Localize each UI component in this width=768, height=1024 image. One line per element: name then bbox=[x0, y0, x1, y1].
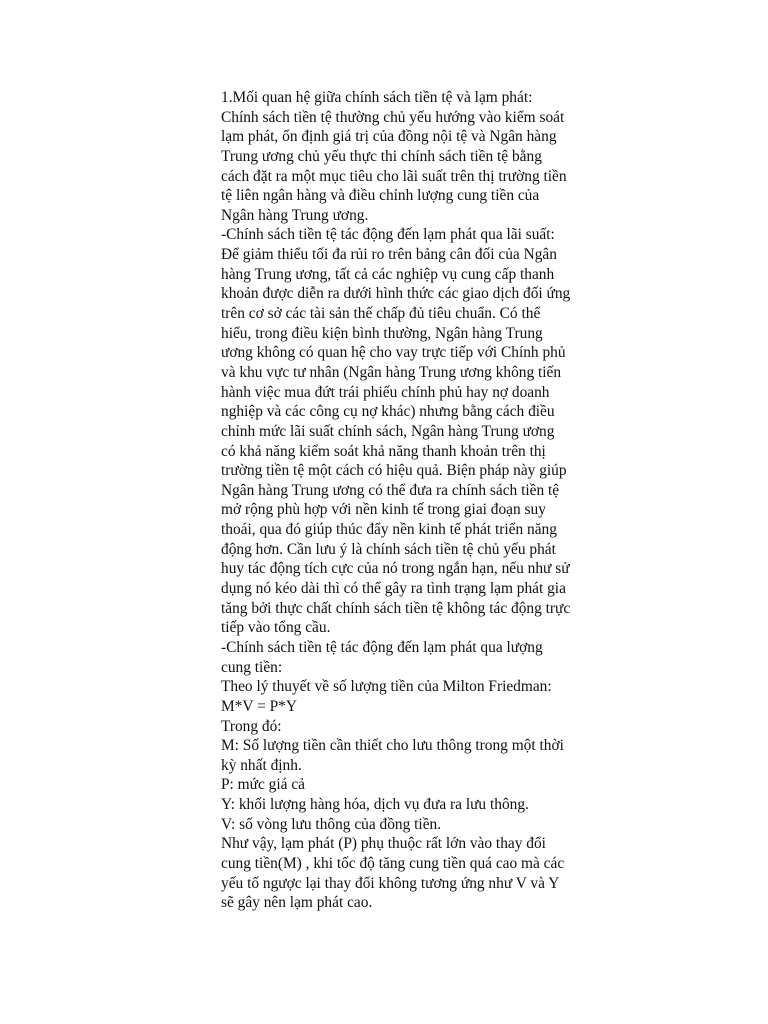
text-line: mở rộng phù hợp với nền kinh tế trong giai đoạn suy bbox=[221, 501, 546, 519]
text-line: Theo lý thuyết về số lượng tiền của Milton Friedman: bbox=[221, 678, 552, 696]
text-line: Chính sách tiền tệ thường chủ yếu hướng vào kiểm soát bbox=[221, 108, 565, 126]
text-line: lạm phát, ổn định giá trị của đồng nội tệ và Ngân hàng bbox=[221, 128, 557, 146]
text-line: V: số vòng lưu thông của đồng tiền. bbox=[221, 815, 442, 833]
text-line: ương không có quan hệ cho vay trực tiếp với Chính phủ bbox=[221, 344, 566, 362]
text-line: nghiệp và các công cụ nợ khác) nhưng bằng cách điều bbox=[221, 403, 555, 421]
text-line: dụng nó kéo dài thì có thể gây ra tình trạng lạm phát gia bbox=[221, 580, 566, 598]
text-line: tệ liên ngân hàng và điều chỉnh lượng cung tiền của bbox=[221, 187, 540, 205]
text-line: 1.Mối quan hệ giữa chính sách tiền tệ và lạm phát: bbox=[221, 89, 533, 106]
text-line: động hơn. Cần lưu ý là chính sách tiền tệ chủ yếu phát bbox=[221, 540, 556, 558]
text-line: -Chính sách tiền tệ tác động đến lạm phát qua lượng bbox=[221, 638, 543, 656]
text-line: cách đặt ra một mục tiêu cho lãi suất trên thị trường tiền bbox=[221, 167, 567, 185]
text-line: Ngân hàng Trung ương có thể đưa ra chính sách tiền tệ bbox=[221, 481, 560, 499]
text-line: Ngân hàng Trung ương. bbox=[221, 206, 369, 224]
text-line: M: Số lượng tiền cần thiết cho lưu thông trong một thời bbox=[221, 737, 564, 755]
text-line: tiếp vào tổng cầu. bbox=[221, 619, 331, 637]
text-line: Trung ương chủ yếu thực thi chính sách tiền tệ bằng bbox=[221, 147, 542, 165]
text-line: thoái, qua đó giúp thúc đẩy nền kinh tế phát triển năng bbox=[221, 521, 557, 539]
text-line: Y: khối lượng hàng hóa, dịch vụ đưa ra lưu thông. bbox=[221, 796, 529, 814]
text-line: khoản được diễn ra dưới hình thức các giao dịch đối ứng bbox=[221, 285, 571, 303]
text-line: -Chính sách tiền tệ tác động đến lạm phát qua lãi suất: bbox=[221, 226, 555, 244]
text-line: huy tác động tích cực của nó trong ngắn hạn, nếu như sử bbox=[221, 560, 570, 578]
text-line: và khu vực tư nhân (Ngân hàng Trung ương không tiến bbox=[221, 363, 562, 381]
text-line: trường tiền tệ một cách có hiệu quả. Biện pháp này giúp bbox=[221, 462, 567, 480]
text-line: Để giảm thiểu tối đa rủi ro trên bảng cân đối của Ngân bbox=[221, 246, 557, 264]
text-line: chỉnh mức lãi suất chính sách, Ngân hàng Trung ương bbox=[221, 422, 555, 440]
document-body bbox=[221, 88, 613, 913]
text-line: yếu tố ngược lại thay đổi không tương ứng như V và Y bbox=[221, 874, 560, 892]
text-line: hàng Trung ương, tất cả các nghiệp vụ cung cấp thanh bbox=[221, 265, 555, 283]
text-line: P: mức giá cả bbox=[221, 776, 305, 794]
text-line: hiểu, trong điều kiện bình thường, Ngân hàng Trung bbox=[221, 324, 543, 342]
text-line: M*V = P*Y bbox=[221, 697, 297, 715]
text-line: có khả năng kiểm soát khả năng thanh khoản trên thị bbox=[221, 442, 546, 460]
text-line: hành việc mua đứt trái phiếu chính phủ hay nợ doanh bbox=[221, 383, 550, 401]
text-line: tăng bởi thực chất chính sách tiền tệ không tác động trực bbox=[221, 599, 571, 617]
text-line: Như vậy, lạm phát (P) phụ thuộc rất lớn vào thay đổi bbox=[221, 835, 546, 853]
text-line: Trong đó: bbox=[221, 717, 282, 735]
text-line: cung tiền(M) , khi tốc độ tăng cung tiền quá cao mà các bbox=[221, 854, 565, 872]
text-line: trên cơ sở các tài sản thế chấp đủ tiêu chuẩn. Có thể bbox=[221, 305, 541, 323]
text-line: cung tiền: bbox=[221, 658, 283, 676]
text-line: sẽ gây nên lạm phát cao. bbox=[221, 894, 373, 912]
text-line: kỳ nhất định. bbox=[221, 756, 302, 774]
